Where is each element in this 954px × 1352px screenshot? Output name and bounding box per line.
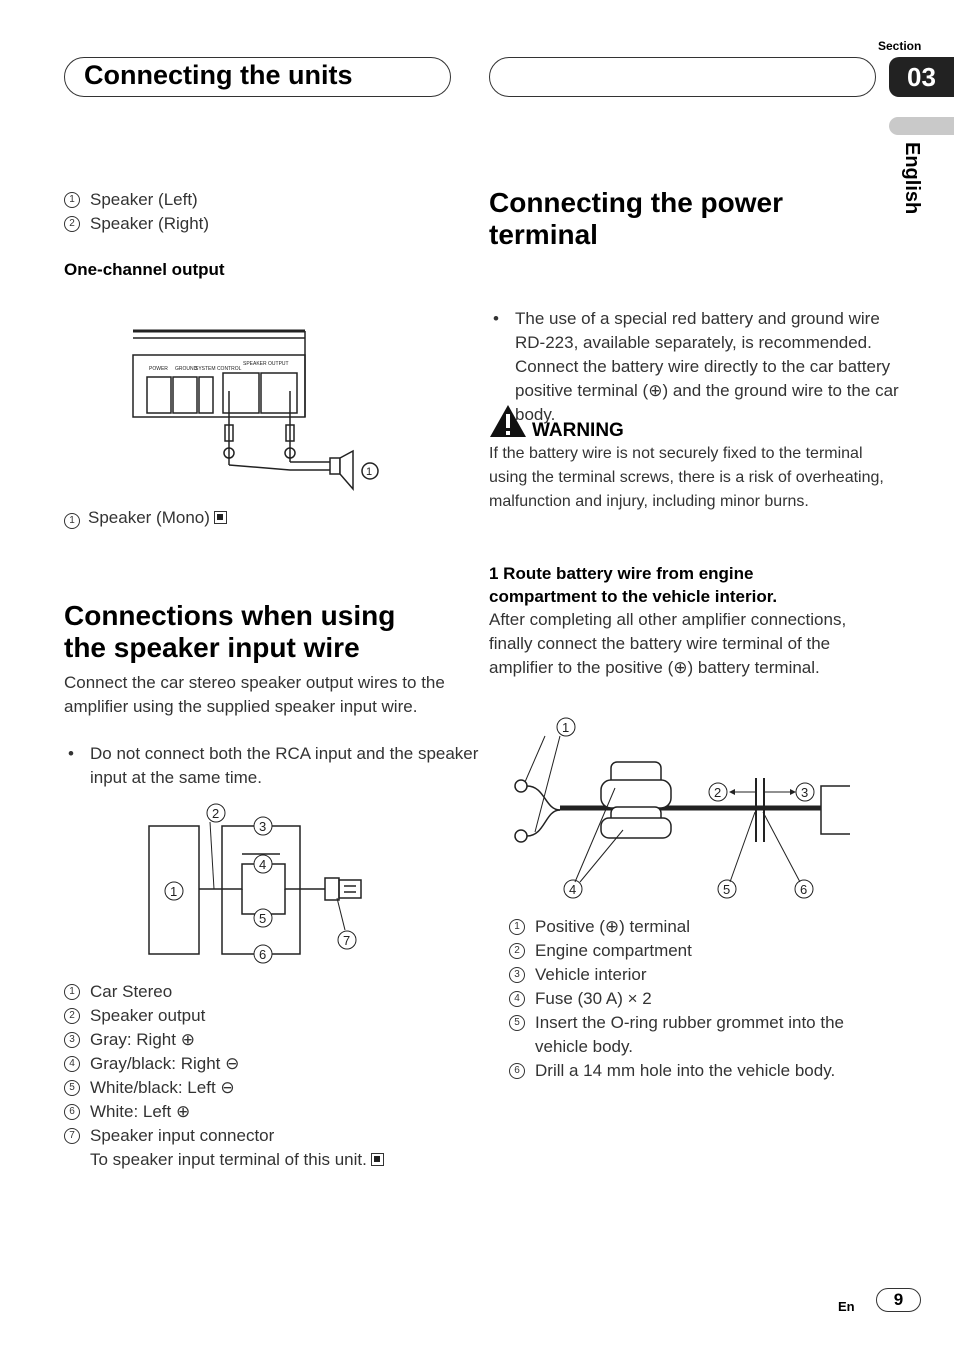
callout: 4	[569, 882, 577, 897]
speaker-list	[64, 188, 444, 236]
one-channel-heading: One-channel output	[64, 260, 225, 279]
speaker-input-diagram	[140, 800, 380, 970]
speaker-input-legend	[64, 980, 454, 1172]
list-item: 6 Drill a 14 mm hole into the vehicle body.	[509, 1059, 869, 1083]
callout: 4	[259, 857, 267, 872]
list-item: 2 Engine compartment	[509, 939, 869, 963]
power-bullet: • The use of a special red battery and ground wire RD-223, available separately, is recommended. Connect the battery wire directly to the car battery positive terminal (⊕) and the ground wire to the car body.	[489, 307, 905, 427]
callout: 7	[343, 933, 351, 948]
battery-wire-diagram	[505, 712, 865, 902]
list-item: 5 Insert the O-ring rubber grommet into the vehicle body.	[509, 1011, 869, 1059]
warning-title: WARNING	[532, 420, 624, 441]
warning-icon	[489, 404, 527, 438]
speaker-input-heading: Connections when using the speaker input wire	[64, 600, 396, 663]
list-item: 3 Vehicle interior	[509, 963, 869, 987]
power-legend	[509, 915, 869, 1083]
callout: 5	[259, 911, 267, 926]
warning-text: If the battery wire is not securely fixed to the terminal using the terminal screws, there is a risk of overheating, malfunction and injury, including minor burns.	[489, 445, 884, 510]
panel-label: POWER	[149, 366, 168, 372]
callout: 1	[562, 720, 570, 735]
list-item: 2 Speaker (Right)	[64, 212, 444, 236]
diagram1-callout: 1	[366, 466, 373, 478]
callout: 2	[212, 806, 220, 821]
list-item: 1 Speaker (Left)	[64, 188, 444, 212]
footer-language: En	[838, 1299, 855, 1314]
panel-label: GROUND	[175, 366, 198, 372]
power-heading: Connecting the power terminal	[489, 187, 783, 250]
step-text: After completing all other amplifier connections, finally connect the battery wire terminal of the amplifier to the positive (⊕) battery terminal.	[489, 610, 847, 677]
list-item: 3 Gray: Right ⊕	[64, 1028, 454, 1052]
language-tab-bar	[889, 117, 954, 135]
panel-label: SYSTEM CONTROL	[195, 366, 242, 372]
list-item: 4 Fuse (30 A) × 2	[509, 987, 869, 1011]
header-right-frame	[489, 57, 876, 97]
section-label: Section	[878, 39, 922, 53]
panel-label: SPEAKER OUTPUT	[243, 361, 289, 367]
step-title: 1 Route battery wire from engine compartment to the vehicle interior.	[489, 564, 778, 606]
one-channel-diagram	[125, 325, 390, 495]
end-mark-icon	[214, 511, 227, 524]
page-header-title: Connecting the units	[84, 60, 353, 90]
page-number: 9	[876, 1288, 921, 1312]
list-item: 6 White: Left ⊕	[64, 1100, 454, 1124]
mono-caption: 1 Speaker (Mono)	[64, 506, 227, 530]
callout: 5	[723, 882, 731, 897]
list-item-note: To speaker input terminal of this unit.	[64, 1148, 454, 1172]
language-tab-label: English	[901, 142, 923, 215]
list-item: 5 White/black: Left ⊖	[64, 1076, 454, 1100]
callout: 3	[259, 819, 267, 834]
list-item: 4 Gray/black: Right ⊖	[64, 1052, 454, 1076]
callout: 1	[170, 884, 178, 899]
callout: 3	[801, 785, 809, 800]
speaker-input-paragraph: Connect the car stereo speaker output wires to the amplifier using the supplied speaker input wire.	[64, 673, 445, 716]
speaker-input-bullet: • Do not connect both the RCA input and the speaker input at the same time.	[64, 742, 480, 790]
list-item: 1 Car Stereo	[64, 980, 454, 1004]
list-item: 2 Speaker output	[64, 1004, 454, 1028]
end-mark-icon	[371, 1153, 384, 1166]
list-item: 7 Speaker input connector	[64, 1124, 454, 1148]
callout: 6	[800, 882, 808, 897]
callout: 6	[259, 947, 267, 962]
section-number: 03	[889, 57, 954, 97]
list-item: 1 Positive (⊕) terminal	[509, 915, 869, 939]
callout: 2	[714, 785, 722, 800]
